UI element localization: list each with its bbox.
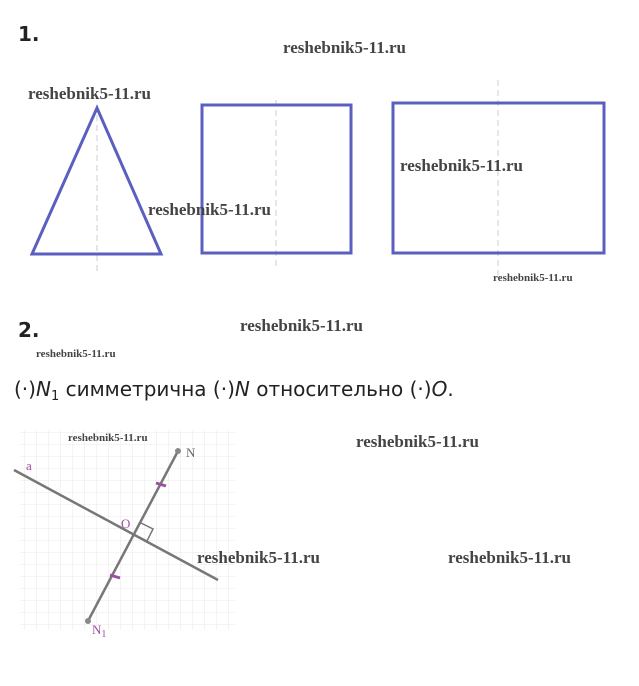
watermark: reshebnik5-11.ru <box>356 432 479 451</box>
watermark: reshebnik5-11.ru <box>28 84 151 103</box>
point-n <box>175 448 181 454</box>
point-n1-letter: N <box>35 377 51 401</box>
point-o-label: O <box>121 516 131 531</box>
watermark: reshebnik5-11.ru <box>148 200 271 219</box>
task-2-number: 2. <box>18 318 40 342</box>
task-1-number: 1. <box>18 22 40 46</box>
point-symbol: (·) <box>14 377 36 401</box>
word-relative: относительно <box>249 377 410 401</box>
watermark: reshebnik5-11.ru <box>36 348 116 360</box>
watermark: reshebnik5-11.ru <box>240 316 363 335</box>
watermark: reshebnik5-11.ru <box>400 156 523 175</box>
point-n-label: N <box>186 445 196 460</box>
watermark: reshebnik5-11.ru <box>197 548 320 567</box>
point-symbol: (·) <box>409 377 432 401</box>
watermark: reshebnik5-11.ru <box>283 38 406 57</box>
word-symmetric: симметрична <box>59 377 213 401</box>
line-a-label: a <box>26 458 32 473</box>
task-1-figures <box>0 0 639 300</box>
task-2-drawing <box>0 420 260 650</box>
watermark: reshebnik5-11.ru <box>448 548 571 567</box>
statement-period: . <box>447 377 454 401</box>
point-n1-label: $N_1$ <box>92 622 107 640</box>
symmetry-statement <box>14 377 454 404</box>
point-n-letter: N <box>234 377 250 401</box>
point-n1-subscript: 1 <box>50 389 60 404</box>
point-symbol: (·) <box>212 377 235 401</box>
watermark: reshebnik5-11.ru <box>493 272 573 284</box>
point-n1 <box>85 618 91 624</box>
point-o-letter: O <box>431 377 448 401</box>
